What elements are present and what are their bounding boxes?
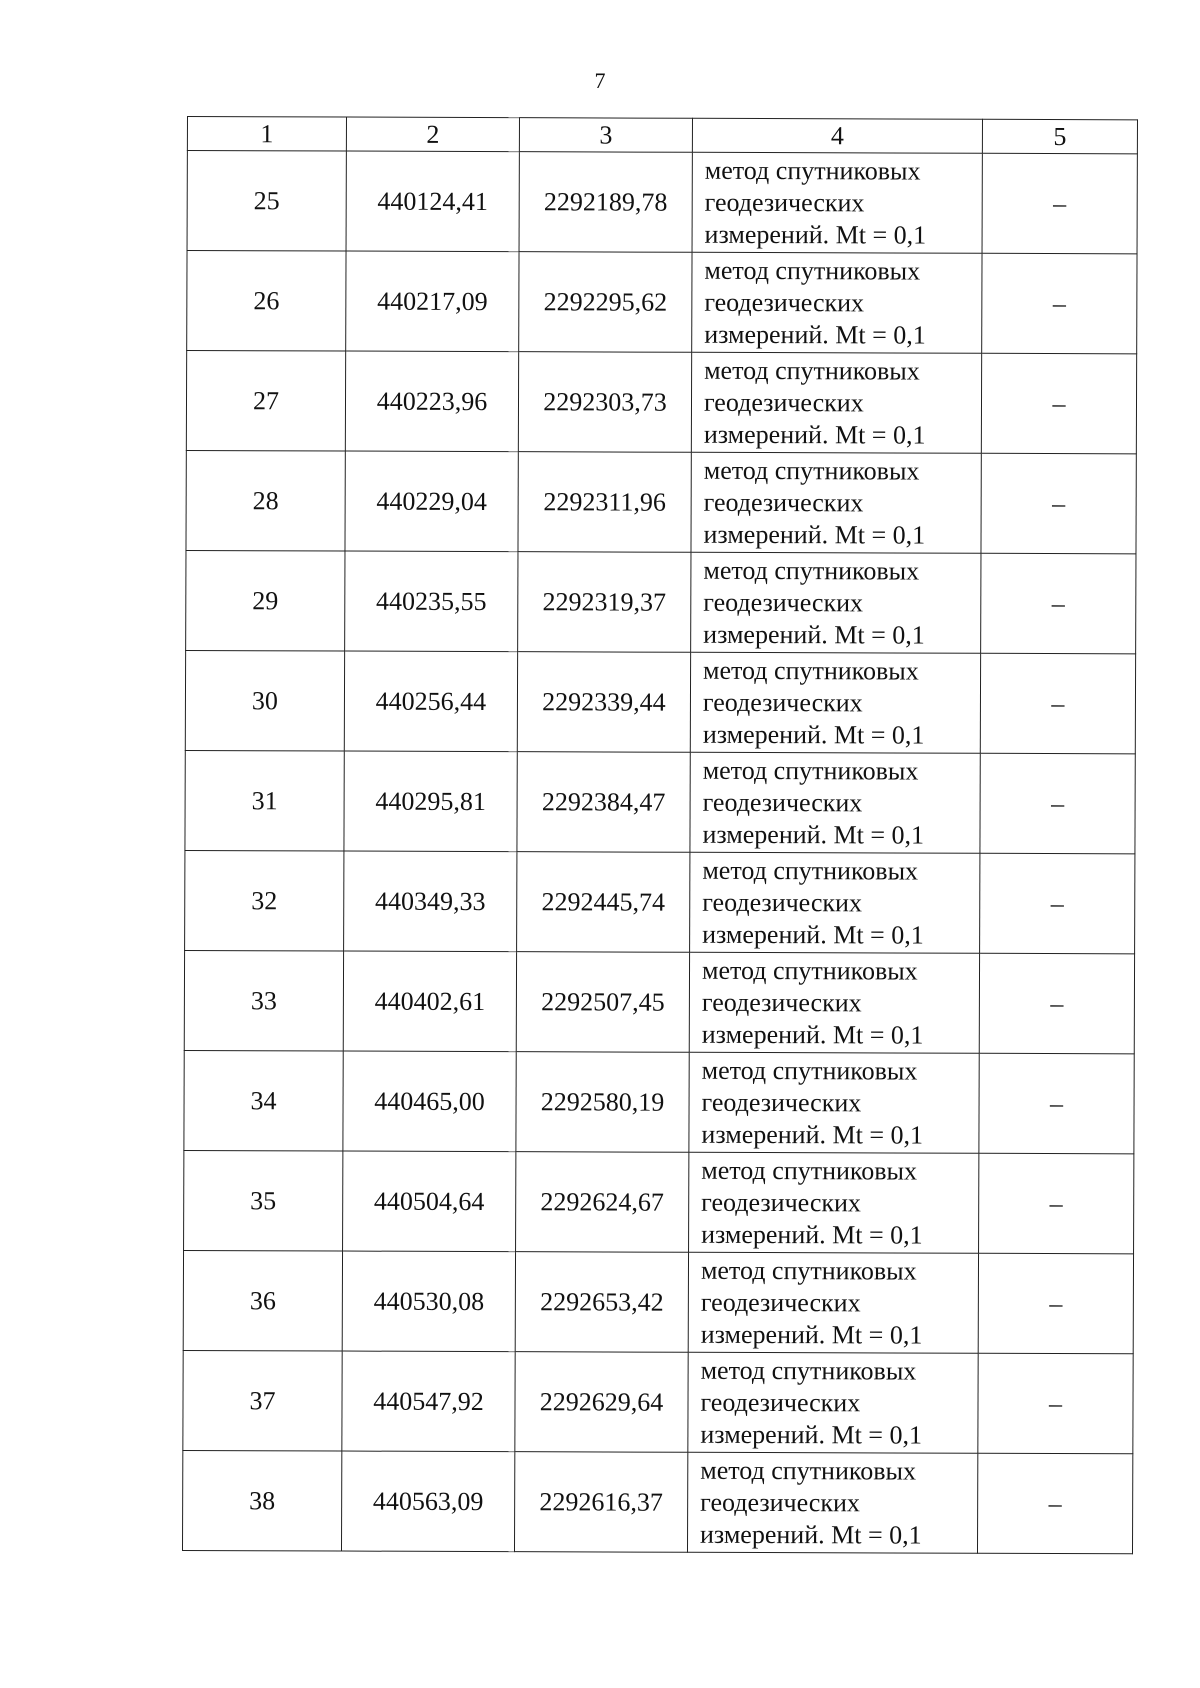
x-coordinate-cell: 440402,61 (343, 951, 516, 1052)
note-cell: – (980, 753, 1135, 854)
y-coordinate-cell: 2292507,45 (516, 952, 689, 1053)
method-text-line: метод спутниковых (701, 955, 918, 986)
method-text-line: измерений. Mt = 0,1 (701, 1119, 924, 1150)
x-coordinate-cell: 440223,96 (345, 351, 518, 452)
point-number-cell: 26 (187, 251, 346, 352)
method-text-line: метод спутниковых (702, 855, 919, 886)
method-text-line: метод спутниковых (700, 1255, 917, 1286)
point-number-cell: 38 (182, 1450, 341, 1551)
method-text-line: геодезических (704, 187, 865, 217)
note-cell: – (977, 1453, 1132, 1554)
table-row (182, 1450, 1132, 1553)
method-text-line: измерений. Mt = 0,1 (702, 819, 925, 850)
table-row (184, 950, 1134, 1053)
method-text-line: геодезических (701, 987, 862, 1017)
method-text-line: геодезических (703, 487, 864, 517)
method-text-line: измерений. Mt = 0,1 (702, 919, 924, 950)
page-number: 7 (594, 68, 606, 93)
note-cell: – (981, 553, 1136, 654)
method-text-line: метод спутниковых (704, 155, 921, 186)
note-cell: – (979, 953, 1134, 1054)
note-cell: – (981, 453, 1136, 554)
method-cell (689, 1152, 979, 1253)
table-row (186, 450, 1136, 553)
method-text-line: геодезических (703, 387, 864, 417)
column-header: 1 (187, 117, 346, 152)
note-cell: – (980, 653, 1135, 754)
method-text-line: метод спутниковых (703, 455, 920, 486)
method-cell (687, 1452, 977, 1553)
table-row (187, 151, 1137, 254)
table-row (186, 550, 1136, 653)
method-text-line: геодезических (700, 1287, 861, 1317)
method-text-line: измерений. Mt = 0,1 (704, 219, 927, 250)
method-text-line: метод спутниковых (704, 355, 920, 386)
method-cell (691, 452, 981, 553)
method-text-line: геодезических (700, 1387, 861, 1417)
method-text-line: геодезических (704, 287, 865, 317)
x-coordinate-cell: 440547,92 (342, 1351, 515, 1452)
note-cell: – (979, 1053, 1134, 1154)
note-cell: – (981, 353, 1136, 454)
y-coordinate-cell: 2292319,37 (518, 552, 691, 653)
table-row (183, 1250, 1133, 1353)
column-header: 5 (982, 119, 1137, 154)
note-cell: – (982, 153, 1137, 254)
table-row (185, 750, 1135, 853)
table-body (182, 151, 1137, 1554)
method-text-line: геодезических (702, 887, 863, 917)
x-coordinate-cell: 440465,00 (343, 1051, 516, 1152)
x-coordinate-cell: 440295,81 (344, 751, 517, 852)
y-coordinate-cell: 2292629,64 (515, 1352, 688, 1453)
x-coordinate-cell: 440256,44 (344, 651, 517, 752)
method-text-line: метод спутниковых (704, 255, 921, 286)
method-text-line: метод спутниковых (701, 1055, 918, 1086)
method-cell (691, 352, 981, 453)
note-cell: – (980, 853, 1135, 954)
x-coordinate-cell: 440563,09 (341, 1451, 514, 1552)
point-number-cell: 32 (185, 850, 344, 951)
table-header-row (187, 117, 1137, 154)
point-number-cell: 29 (186, 550, 345, 651)
method-text-line: метод спутниковых (702, 755, 919, 786)
table-row (184, 1150, 1134, 1253)
point-number-cell: 35 (184, 1150, 343, 1251)
method-text-line: геодезических (701, 1087, 862, 1117)
x-coordinate-cell: 440530,08 (342, 1251, 515, 1352)
method-cell (688, 1352, 978, 1453)
table-row (187, 251, 1137, 354)
method-text-line: геодезических (701, 1187, 861, 1217)
y-coordinate-cell: 2292445,74 (517, 852, 690, 953)
note-cell: – (982, 253, 1137, 354)
point-number-cell: 37 (183, 1350, 342, 1451)
method-text-line: метод спутниковых (700, 1355, 917, 1386)
method-text-line: метод спутниковых (700, 1455, 917, 1486)
point-number-cell: 25 (187, 151, 346, 252)
table-row (183, 1350, 1133, 1453)
method-text-line: измерений. Mt = 0,1 (703, 519, 926, 550)
method-text-line: измерений. Mt = 0,1 (701, 1219, 923, 1250)
method-text-line: геодезических (702, 787, 863, 817)
y-coordinate-cell: 2292339,44 (517, 652, 690, 753)
y-coordinate-cell: 2292580,19 (516, 1052, 689, 1153)
method-cell (690, 752, 980, 853)
method-text-line: метод спутниковых (701, 1155, 918, 1186)
column-header: 2 (346, 117, 519, 152)
method-text-line: геодезических (702, 687, 863, 717)
method-text-line: измерений. Mt = 0,1 (702, 719, 925, 750)
method-text-line: измерений. Mt = 0,1 (704, 319, 926, 350)
y-coordinate-cell: 2292624,67 (516, 1152, 689, 1253)
method-text-line: измерений. Mt = 0,1 (700, 1519, 922, 1550)
method-text-line: измерений. Mt = 0,1 (700, 1419, 923, 1450)
x-coordinate-cell: 440124,41 (346, 151, 519, 252)
y-coordinate-cell: 2292616,37 (514, 1452, 687, 1553)
point-number-cell: 30 (185, 650, 344, 751)
y-coordinate-cell: 2292189,78 (519, 152, 692, 253)
x-coordinate-cell: 440229,04 (345, 451, 518, 552)
method-text-line: измерений. Mt = 0,1 (703, 419, 926, 450)
point-number-cell: 33 (184, 950, 343, 1051)
column-header: 3 (519, 118, 692, 153)
point-number-cell: 27 (186, 351, 345, 452)
method-text-line: метод спутниковых (703, 555, 920, 586)
y-coordinate-cell: 2292653,42 (515, 1252, 688, 1353)
point-number-cell: 36 (183, 1250, 342, 1351)
method-text-line: метод спутниковых (703, 655, 919, 686)
coordinates-table (182, 116, 1138, 1554)
method-cell (689, 1052, 979, 1153)
x-coordinate-cell: 440504,64 (343, 1151, 516, 1252)
method-cell (689, 952, 979, 1053)
x-coordinate-cell: 440235,55 (345, 551, 518, 652)
method-text-line: измерений. Mt = 0,1 (701, 1019, 924, 1050)
x-coordinate-cell: 440217,09 (346, 251, 519, 352)
point-number-cell: 34 (184, 1050, 343, 1151)
method-text-line: геодезических (700, 1487, 860, 1517)
y-coordinate-cell: 2292295,62 (519, 252, 692, 353)
y-coordinate-cell: 2292384,47 (517, 752, 690, 853)
method-cell (690, 652, 980, 753)
method-cell (692, 152, 982, 253)
table-row (185, 850, 1135, 953)
method-cell (688, 1252, 978, 1353)
method-cell (691, 552, 981, 653)
point-number-cell: 31 (185, 750, 344, 851)
table-row (184, 1050, 1134, 1153)
point-number-cell: 28 (186, 450, 345, 551)
method-cell (690, 852, 980, 953)
note-cell: – (978, 1353, 1133, 1454)
column-header: 4 (692, 118, 982, 153)
method-text-line: геодезических (703, 587, 864, 617)
method-text-line: измерений. Mt = 0,1 (703, 619, 925, 650)
note-cell: – (979, 1153, 1134, 1254)
table-row (185, 650, 1135, 753)
method-text-line: измерений. Mt = 0,1 (700, 1319, 923, 1350)
note-cell: – (978, 1253, 1133, 1354)
y-coordinate-cell: 2292303,73 (518, 352, 691, 453)
table-row (186, 351, 1136, 454)
x-coordinate-cell: 440349,33 (344, 851, 517, 952)
method-cell (692, 252, 982, 353)
y-coordinate-cell: 2292311,96 (518, 452, 691, 553)
